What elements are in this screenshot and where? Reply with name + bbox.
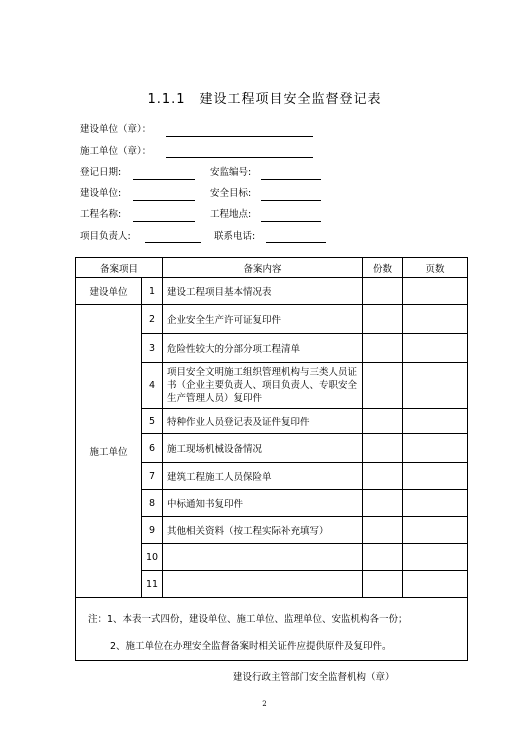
- supervision-authority-seal: 建设行政主管部门安全监督机构（章）: [233, 672, 395, 683]
- row-number: 4: [142, 363, 163, 409]
- row-number: 1: [142, 278, 163, 305]
- project-leader-label: 项目负责人:: [80, 231, 131, 242]
- row-content: 施工现场机械设备情况: [163, 434, 363, 463]
- row-number: 7: [142, 463, 163, 490]
- header-copies: 份数: [363, 258, 403, 278]
- page-number: 2: [262, 700, 267, 708]
- table-header-row: [76, 258, 468, 278]
- pages-cell[interactable]: [403, 409, 468, 434]
- notes-row: [76, 598, 468, 661]
- header-content: 备案内容: [163, 258, 363, 278]
- safety-goal-input[interactable]: [261, 200, 321, 201]
- notes-cell: [76, 598, 468, 661]
- table-row: [76, 305, 468, 334]
- copies-cell[interactable]: [363, 544, 403, 571]
- reg-date-label: 登记日期:: [80, 167, 122, 178]
- row-content: 项目安全文明施工组织管理机构与三类人员证书（企业主要负责人、项目负责人、专职安全生产管理人员）复印件: [163, 363, 363, 409]
- row-number: 9: [142, 517, 163, 544]
- row-content: 建筑工程施工人员保险单: [163, 463, 363, 490]
- pages-cell[interactable]: [403, 463, 468, 490]
- form-title: 1.1.1 建设工程项目安全监督登记表: [147, 92, 382, 107]
- copies-cell[interactable]: [363, 490, 403, 517]
- row-number: 5: [142, 409, 163, 434]
- pages-cell[interactable]: [403, 278, 468, 305]
- copies-cell[interactable]: [363, 434, 403, 463]
- pages-cell[interactable]: [403, 434, 468, 463]
- row-number: 11: [142, 571, 163, 598]
- group-construct-unit: 施工单位: [76, 305, 142, 598]
- project-location-input[interactable]: [261, 221, 321, 222]
- build-unit-seal-label: 建设单位（章）：: [80, 124, 152, 135]
- row-content: 危险性较大的分部分项工程清单: [163, 334, 363, 363]
- row-content: 中标通知书复印件: [163, 490, 363, 517]
- pages-cell[interactable]: [403, 571, 468, 598]
- row-content: 特种作业人员登记表及证件复印件: [163, 409, 363, 434]
- copies-cell[interactable]: [363, 517, 403, 544]
- project-name-input[interactable]: [133, 221, 195, 222]
- copies-cell[interactable]: [363, 409, 403, 434]
- row-content: 其他相关资料（按工程实际补充填写）: [163, 517, 363, 544]
- note-1: 注：1、本表一式四份，建设单位、施工单位、监理单位、安监机构各一份；: [88, 614, 408, 625]
- header-pages: 页数: [403, 258, 468, 278]
- note-2: 2、施工单位在办理安全监督备案时相关证件应提供原件及复印件。: [110, 641, 392, 652]
- construct-unit-seal-input[interactable]: [166, 157, 313, 158]
- row-number: 2: [142, 305, 163, 334]
- reg-date-input[interactable]: [133, 179, 195, 180]
- pages-cell[interactable]: [403, 334, 468, 363]
- row-content[interactable]: [163, 544, 363, 571]
- row-number: 8: [142, 490, 163, 517]
- project-location-label: 工程地点:: [210, 209, 252, 220]
- table-row: [76, 278, 468, 305]
- copies-cell[interactable]: [363, 571, 403, 598]
- safety-goal-label: 安全目标:: [210, 188, 252, 199]
- row-content: 企业安全生产许可证复印件: [163, 305, 363, 334]
- construct-unit-seal-label: 施工单位（章）：: [80, 146, 152, 157]
- row-number: 10: [142, 544, 163, 571]
- pages-cell[interactable]: [403, 363, 468, 409]
- supervision-no-input[interactable]: [261, 179, 321, 180]
- copies-cell[interactable]: [363, 334, 403, 363]
- project-leader-input[interactable]: [145, 242, 201, 243]
- pages-cell[interactable]: [403, 490, 468, 517]
- pages-cell[interactable]: [403, 544, 468, 571]
- pages-cell[interactable]: [403, 305, 468, 334]
- build-unit-input[interactable]: [133, 200, 195, 201]
- registration-table: [75, 257, 468, 661]
- header-item: 备案项目: [76, 258, 163, 278]
- copies-cell[interactable]: [363, 278, 403, 305]
- project-name-label: 工程名称:: [80, 209, 122, 220]
- contact-phone-label: 联系电话:: [214, 231, 256, 242]
- copies-cell[interactable]: [363, 463, 403, 490]
- row-number: 6: [142, 434, 163, 463]
- row-content[interactable]: [163, 571, 363, 598]
- row-number: 3: [142, 334, 163, 363]
- pages-cell[interactable]: [403, 517, 468, 544]
- copies-cell[interactable]: [363, 305, 403, 334]
- row-content: 建设工程项目基本情况表: [163, 278, 363, 305]
- group-build-unit: 建设单位: [76, 278, 142, 305]
- contact-phone-input[interactable]: [266, 242, 326, 243]
- build-unit-seal-input[interactable]: [166, 136, 313, 137]
- build-unit-label: 建设单位:: [80, 188, 122, 199]
- copies-cell[interactable]: [363, 363, 403, 409]
- supervision-no-label: 安监编号:: [210, 167, 252, 178]
